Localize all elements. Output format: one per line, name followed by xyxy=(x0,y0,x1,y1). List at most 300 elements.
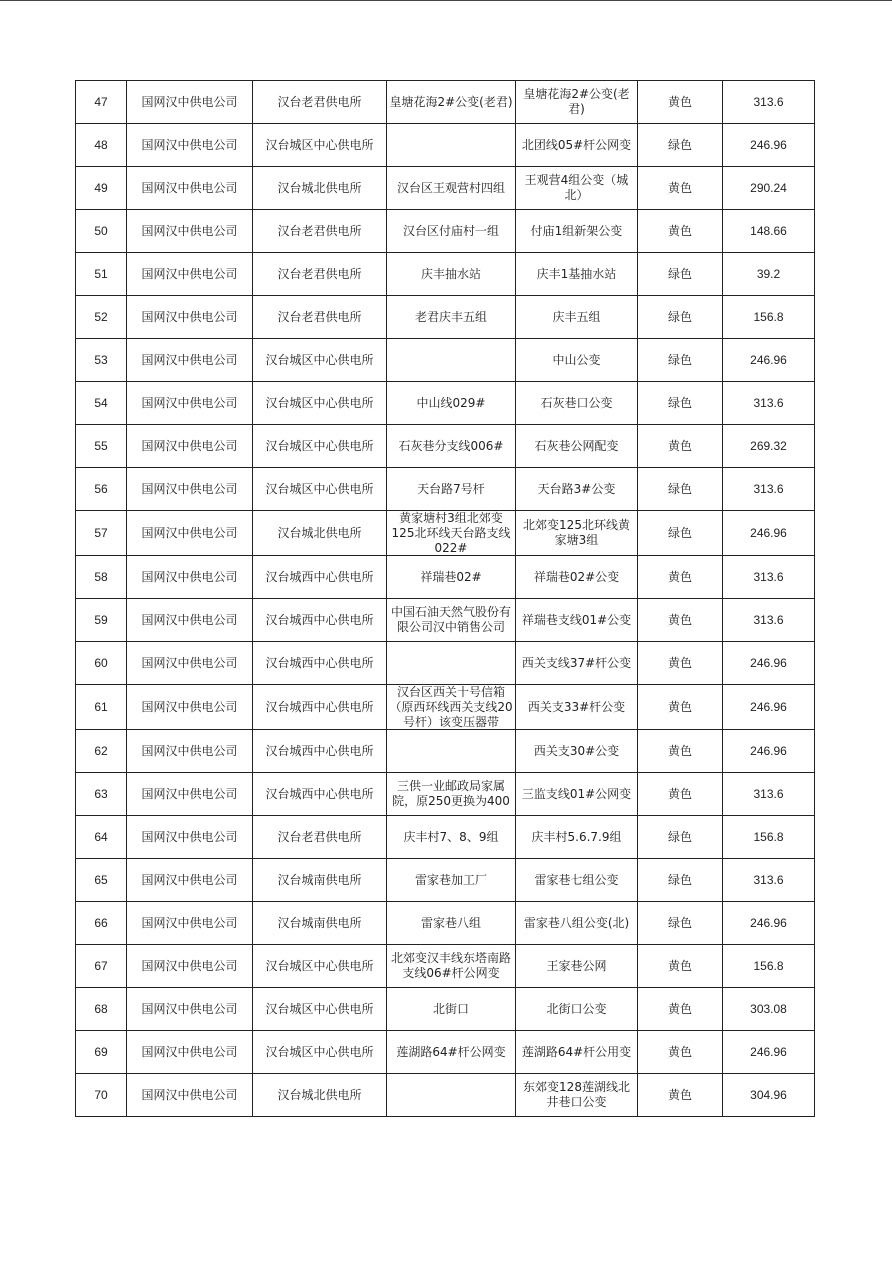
cell-company-text: 国网汉中供电公司 xyxy=(141,481,238,496)
cell-address-text: 中国石油天然气股份有限公司汉中销售公司 xyxy=(390,605,511,634)
cell-company-text: 国网汉中供电公司 xyxy=(141,915,238,930)
cell-station-text: 汉台老君供电所 xyxy=(277,94,362,109)
table-row xyxy=(76,296,815,339)
cell-company xyxy=(127,945,253,988)
cell-row-number-text: 69 xyxy=(94,1044,108,1059)
cell-row-number-text: 54 xyxy=(94,395,108,410)
cell-value xyxy=(723,468,815,511)
cell-address xyxy=(387,556,516,599)
cell-value-text: 246.96 xyxy=(750,525,787,540)
cell-row-number xyxy=(76,1074,127,1117)
cell-address xyxy=(387,511,516,556)
cell-row-number-text: 51 xyxy=(94,266,108,281)
cell-address-text: 天台路7号杆 xyxy=(417,481,485,496)
cell-company-text: 国网汉中供电公司 xyxy=(141,786,238,801)
table-row xyxy=(76,167,815,210)
cell-value-text: 313.6 xyxy=(753,872,784,887)
cell-color-status xyxy=(638,167,723,210)
cell-address-text: 石灰巷分支线006# xyxy=(398,438,504,453)
cell-value-text: 313.6 xyxy=(753,481,784,496)
cell-station-text: 汉台城西中心供电所 xyxy=(265,612,374,627)
cell-color-status-text: 绿色 xyxy=(667,266,692,281)
cell-row-number xyxy=(76,253,127,296)
cell-station-text: 汉台城区中心供电所 xyxy=(265,958,374,973)
cell-address-text: 庆丰村7、8、9组 xyxy=(403,829,499,844)
table-row xyxy=(76,859,815,902)
cell-color-status xyxy=(638,773,723,816)
cell-value-text: 290.24 xyxy=(750,180,787,195)
cell-company xyxy=(127,816,253,859)
cell-color-status-text: 黄色 xyxy=(667,655,692,670)
cell-company-text: 国网汉中供电公司 xyxy=(141,309,238,324)
table-row xyxy=(76,988,815,1031)
cell-station-text: 汉台城区中心供电所 xyxy=(265,137,374,152)
table-row xyxy=(76,124,815,167)
cell-address-text: 雷家巷八组 xyxy=(420,915,481,930)
cell-company-text: 国网汉中供电公司 xyxy=(141,1087,238,1102)
cell-row-number xyxy=(76,599,127,642)
cell-company-text: 国网汉中供电公司 xyxy=(141,137,238,152)
cell-company xyxy=(127,859,253,902)
cell-color-status xyxy=(638,902,723,945)
cell-address xyxy=(387,253,516,296)
cell-company xyxy=(127,339,253,382)
cell-company xyxy=(127,167,253,210)
cell-color-status xyxy=(638,511,723,556)
cell-station xyxy=(253,642,387,685)
cell-row-number xyxy=(76,81,127,124)
cell-address-text: 汉台区王观营村四组 xyxy=(396,180,505,195)
cell-transformer xyxy=(516,382,638,425)
cell-row-number-text: 50 xyxy=(94,223,108,238)
table-row xyxy=(76,1074,815,1117)
cell-row-number xyxy=(76,425,127,468)
cell-color-status xyxy=(638,253,723,296)
cell-row-number xyxy=(76,468,127,511)
cell-row-number-text: 56 xyxy=(94,481,108,496)
cell-row-number xyxy=(76,902,127,945)
cell-company-text: 国网汉中供电公司 xyxy=(141,655,238,670)
cell-value-text: 156.8 xyxy=(753,309,784,324)
cell-transformer xyxy=(516,1031,638,1074)
cell-color-status xyxy=(638,730,723,773)
cell-color-status-text: 黄色 xyxy=(667,569,692,584)
table-row xyxy=(76,599,815,642)
cell-address-text: 庆丰抽水站 xyxy=(420,266,481,281)
cell-station xyxy=(253,816,387,859)
cell-company xyxy=(127,1031,253,1074)
cell-company xyxy=(127,210,253,253)
table-row xyxy=(76,511,815,556)
cell-row-number-text: 65 xyxy=(94,872,108,887)
cell-value xyxy=(723,167,815,210)
cell-row-number xyxy=(76,339,127,382)
cell-transformer xyxy=(516,167,638,210)
cell-row-number xyxy=(76,730,127,773)
cell-row-number xyxy=(76,685,127,730)
cell-company xyxy=(127,382,253,425)
cell-color-status-text: 绿色 xyxy=(667,525,692,540)
cell-color-status xyxy=(638,816,723,859)
cell-address-text: 三供一业邮政局家属院，原250更换为400 xyxy=(392,779,510,808)
cell-value-text: 246.96 xyxy=(750,655,787,670)
cell-color-status-text: 绿色 xyxy=(667,829,692,844)
cell-row-number xyxy=(76,859,127,902)
cell-transformer-text: 莲湖路64#杆公用变 xyxy=(521,1044,632,1059)
cell-company-text: 国网汉中供电公司 xyxy=(141,180,238,195)
cell-color-status-text: 黄色 xyxy=(667,699,692,714)
cell-value-text: 304.96 xyxy=(750,1087,787,1102)
cell-company xyxy=(127,296,253,339)
cell-row-number-text: 68 xyxy=(94,1001,108,1016)
cell-company-text: 国网汉中供电公司 xyxy=(141,1044,238,1059)
cell-transformer xyxy=(516,468,638,511)
cell-row-number xyxy=(76,988,127,1031)
cell-station-text: 汉台老君供电所 xyxy=(277,829,362,844)
cell-company-text: 国网汉中供电公司 xyxy=(141,569,238,584)
cell-row-number-text: 66 xyxy=(94,915,108,930)
cell-transformer-text: 王观营4组公变（城北） xyxy=(524,173,629,202)
cell-row-number-text: 49 xyxy=(94,180,108,195)
cell-value xyxy=(723,599,815,642)
cell-color-status-text: 黄色 xyxy=(667,223,692,238)
cell-color-status-text: 黄色 xyxy=(667,612,692,627)
cell-address xyxy=(387,1074,516,1117)
cell-value xyxy=(723,859,815,902)
cell-value-text: 148.66 xyxy=(750,223,787,238)
cell-value xyxy=(723,773,815,816)
cell-row-number-text: 67 xyxy=(94,958,108,973)
cell-color-status-text: 黄色 xyxy=(667,1087,692,1102)
cell-value-text: 313.6 xyxy=(753,395,784,410)
cell-value-text: 246.96 xyxy=(750,137,787,152)
cell-color-status xyxy=(638,1074,723,1117)
cell-address xyxy=(387,730,516,773)
cell-value-text: 313.6 xyxy=(753,569,784,584)
cell-transformer-text: 雷家巷七组公变 xyxy=(534,872,619,887)
cell-value-text: 303.08 xyxy=(750,1001,787,1016)
table-row xyxy=(76,81,815,124)
cell-value-text: 313.6 xyxy=(753,786,784,801)
cell-address-text: 老君庆丰五组 xyxy=(414,309,487,324)
cell-company xyxy=(127,902,253,945)
cell-row-number xyxy=(76,945,127,988)
cell-row-number-text: 47 xyxy=(94,94,108,109)
cell-transformer-text: 庆丰村5.6.7.9组 xyxy=(531,829,622,844)
cell-address xyxy=(387,988,516,1031)
cell-station-text: 汉台城西中心供电所 xyxy=(265,655,374,670)
cell-value-text: 269.32 xyxy=(750,438,787,453)
cell-value-text: 246.96 xyxy=(750,352,787,367)
cell-company-text: 国网汉中供电公司 xyxy=(141,223,238,238)
cell-transformer xyxy=(516,773,638,816)
cell-transformer-text: 天台路3#公变 xyxy=(537,481,616,496)
cell-transformer-text: 石灰巷口公变 xyxy=(540,395,613,410)
cell-value xyxy=(723,210,815,253)
cell-transformer xyxy=(516,988,638,1031)
cell-transformer xyxy=(516,556,638,599)
cell-station-text: 汉台城南供电所 xyxy=(277,915,362,930)
cell-station xyxy=(253,599,387,642)
cell-company-text: 国网汉中供电公司 xyxy=(141,94,238,109)
cell-color-status-text: 黄色 xyxy=(667,1001,692,1016)
cell-color-status xyxy=(638,81,723,124)
cell-address-text: 北郊变汉丰线东塔南路支线06#杆公网变 xyxy=(390,951,511,980)
cell-company xyxy=(127,685,253,730)
cell-transformer xyxy=(516,599,638,642)
cell-station xyxy=(253,1074,387,1117)
cell-company xyxy=(127,773,253,816)
cell-transformer-text: 庆丰1基抽水站 xyxy=(536,266,617,281)
cell-color-status-text: 黄色 xyxy=(667,958,692,973)
cell-value xyxy=(723,816,815,859)
cell-transformer xyxy=(516,253,638,296)
cell-address xyxy=(387,425,516,468)
cell-color-status xyxy=(638,642,723,685)
cell-value xyxy=(723,382,815,425)
cell-value-text: 246.96 xyxy=(750,699,787,714)
cell-color-status xyxy=(638,685,723,730)
table-row xyxy=(76,685,815,730)
table-row xyxy=(76,642,815,685)
cell-row-number-text: 62 xyxy=(94,743,108,758)
cell-company-text: 国网汉中供电公司 xyxy=(141,395,238,410)
table-row xyxy=(76,382,815,425)
cell-address xyxy=(387,81,516,124)
cell-transformer-text: 中山公变 xyxy=(552,352,601,367)
cell-transformer-text: 北郊变125北环线黄家塘3组 xyxy=(523,518,630,547)
cell-transformer xyxy=(516,1074,638,1117)
cell-company-text: 国网汉中供电公司 xyxy=(141,438,238,453)
cell-company-text: 国网汉中供电公司 xyxy=(141,872,238,887)
top-rule xyxy=(0,0,892,1)
cell-company xyxy=(127,124,253,167)
cell-address xyxy=(387,468,516,511)
cell-station xyxy=(253,945,387,988)
cell-value-text: 313.6 xyxy=(753,612,784,627)
cell-station xyxy=(253,167,387,210)
table-row xyxy=(76,253,815,296)
cell-company xyxy=(127,511,253,556)
table-row xyxy=(76,730,815,773)
cell-station xyxy=(253,296,387,339)
cell-company xyxy=(127,556,253,599)
data-table xyxy=(75,80,815,1117)
cell-row-number-text: 63 xyxy=(94,786,108,801)
cell-station-text: 汉台城北供电所 xyxy=(277,180,362,195)
cell-value xyxy=(723,124,815,167)
cell-address xyxy=(387,859,516,902)
cell-transformer-text: 庆丰五组 xyxy=(552,309,601,324)
cell-station xyxy=(253,859,387,902)
cell-value xyxy=(723,339,815,382)
cell-row-number-text: 64 xyxy=(94,829,108,844)
cell-station-text: 汉台城西中心供电所 xyxy=(265,699,374,714)
cell-company-text: 国网汉中供电公司 xyxy=(141,743,238,758)
cell-transformer-text: 石灰巷公网配变 xyxy=(534,438,619,453)
cell-station xyxy=(253,468,387,511)
cell-color-status xyxy=(638,988,723,1031)
cell-value xyxy=(723,642,815,685)
cell-transformer-text: 西关支33#杆公变 xyxy=(527,699,626,714)
table-body xyxy=(76,81,815,1117)
cell-transformer-text: 北团线05#杆公网变 xyxy=(521,137,632,152)
cell-address xyxy=(387,685,516,730)
cell-transformer-text: 祥瑞巷02#公变 xyxy=(533,569,620,584)
cell-company-text: 国网汉中供电公司 xyxy=(141,266,238,281)
cell-station xyxy=(253,124,387,167)
cell-transformer xyxy=(516,425,638,468)
cell-transformer-text: 北街口公变 xyxy=(546,1001,607,1016)
cell-color-status-text: 绿色 xyxy=(667,352,692,367)
cell-color-status-text: 绿色 xyxy=(667,137,692,152)
cell-address xyxy=(387,296,516,339)
cell-row-number-text: 52 xyxy=(94,309,108,324)
table-row xyxy=(76,210,815,253)
cell-transformer xyxy=(516,945,638,988)
cell-address-text: 中山线029# xyxy=(416,395,486,410)
cell-address-text: 北街口 xyxy=(432,1001,469,1016)
cell-company-text: 国网汉中供电公司 xyxy=(141,352,238,367)
cell-company xyxy=(127,642,253,685)
cell-company-text: 国网汉中供电公司 xyxy=(141,829,238,844)
cell-row-number xyxy=(76,511,127,556)
cell-value xyxy=(723,296,815,339)
cell-transformer-text: 王家巷公网 xyxy=(546,958,607,973)
cell-color-status xyxy=(638,296,723,339)
cell-transformer xyxy=(516,339,638,382)
cell-address xyxy=(387,599,516,642)
cell-row-number xyxy=(76,124,127,167)
cell-address xyxy=(387,210,516,253)
cell-row-number-text: 57 xyxy=(94,525,108,540)
cell-row-number-text: 58 xyxy=(94,569,108,584)
cell-station xyxy=(253,81,387,124)
cell-station-text: 汉台城区中心供电所 xyxy=(265,1044,374,1059)
table-row xyxy=(76,556,815,599)
cell-value-text: 313.6 xyxy=(753,94,784,109)
cell-row-number-text: 60 xyxy=(94,655,108,670)
cell-color-status xyxy=(638,599,723,642)
cell-transformer xyxy=(516,859,638,902)
cell-value xyxy=(723,988,815,1031)
cell-station-text: 汉台城区中心供电所 xyxy=(265,395,374,410)
cell-color-status xyxy=(638,425,723,468)
cell-transformer-text: 付庙1组新架公变 xyxy=(530,223,623,238)
cell-color-status xyxy=(638,339,723,382)
cell-transformer-text: 东郊变128莲湖线北井巷口公变 xyxy=(523,1080,630,1109)
cell-station-text: 汉台城区中心供电所 xyxy=(265,438,374,453)
cell-row-number xyxy=(76,816,127,859)
cell-value-text: 246.96 xyxy=(750,1044,787,1059)
cell-address-text: 黄家塘村3组北郊变125北环线天台路支线022# xyxy=(391,511,511,555)
cell-transformer-text: 西关支30#公变 xyxy=(533,743,620,758)
cell-value xyxy=(723,685,815,730)
cell-address-text: 汉台区付庙村一组 xyxy=(402,223,499,238)
cell-value xyxy=(723,253,815,296)
cell-address-text: 雷家巷加工厂 xyxy=(414,872,487,887)
cell-address xyxy=(387,816,516,859)
cell-row-number-text: 59 xyxy=(94,612,108,627)
cell-color-status xyxy=(638,859,723,902)
table-row xyxy=(76,339,815,382)
cell-station xyxy=(253,556,387,599)
cell-value xyxy=(723,81,815,124)
table-row xyxy=(76,1031,815,1074)
cell-station xyxy=(253,685,387,730)
cell-color-status-text: 绿色 xyxy=(667,481,692,496)
cell-address-text: 皇塘花海2#公变(老君) xyxy=(389,94,513,109)
cell-company xyxy=(127,253,253,296)
cell-station xyxy=(253,339,387,382)
cell-address xyxy=(387,167,516,210)
cell-station-text: 汉台城西中心供电所 xyxy=(265,569,374,584)
cell-company xyxy=(127,988,253,1031)
cell-station-text: 汉台城区中心供电所 xyxy=(265,1001,374,1016)
cell-transformer xyxy=(516,81,638,124)
cell-transformer-text: 西关支线37#杆公变 xyxy=(521,655,632,670)
cell-transformer-text: 雷家巷八组公变(北) xyxy=(523,915,630,930)
cell-company xyxy=(127,468,253,511)
cell-address xyxy=(387,902,516,945)
cell-value xyxy=(723,1074,815,1117)
cell-color-status-text: 绿色 xyxy=(667,395,692,410)
cell-station-text: 汉台城南供电所 xyxy=(277,872,362,887)
cell-transformer xyxy=(516,124,638,167)
cell-station-text: 汉台城北供电所 xyxy=(277,1087,362,1102)
cell-color-status-text: 绿色 xyxy=(667,872,692,887)
cell-company-text: 国网汉中供电公司 xyxy=(141,525,238,540)
cell-station-text: 汉台老君供电所 xyxy=(277,309,362,324)
table-row xyxy=(76,773,815,816)
cell-station-text: 汉台城区中心供电所 xyxy=(265,352,374,367)
cell-row-number-text: 55 xyxy=(94,438,108,453)
table-row xyxy=(76,945,815,988)
cell-station xyxy=(253,511,387,556)
cell-transformer xyxy=(516,730,638,773)
cell-transformer xyxy=(516,816,638,859)
cell-company xyxy=(127,599,253,642)
cell-value xyxy=(723,425,815,468)
cell-address xyxy=(387,773,516,816)
table-row xyxy=(76,816,815,859)
table-row xyxy=(76,468,815,511)
cell-row-number-text: 53 xyxy=(94,352,108,367)
cell-company-text: 国网汉中供电公司 xyxy=(141,699,238,714)
cell-address-text: 汉台区西关十号信箱（原西环线西关支线20号杆）该变压器带 xyxy=(389,685,513,729)
cell-address xyxy=(387,382,516,425)
cell-value xyxy=(723,902,815,945)
cell-company xyxy=(127,1074,253,1117)
cell-address xyxy=(387,642,516,685)
cell-station xyxy=(253,382,387,425)
cell-row-number xyxy=(76,642,127,685)
cell-station xyxy=(253,210,387,253)
cell-color-status-text: 黄色 xyxy=(667,180,692,195)
cell-value xyxy=(723,556,815,599)
cell-row-number-text: 70 xyxy=(94,1087,108,1102)
cell-color-status-text: 黄色 xyxy=(667,1044,692,1059)
cell-row-number xyxy=(76,167,127,210)
cell-color-status-text: 黄色 xyxy=(667,743,692,758)
cell-color-status xyxy=(638,468,723,511)
cell-color-status-text: 绿色 xyxy=(667,309,692,324)
cell-company xyxy=(127,730,253,773)
cell-station xyxy=(253,425,387,468)
cell-station xyxy=(253,1031,387,1074)
cell-address xyxy=(387,124,516,167)
cell-row-number xyxy=(76,773,127,816)
